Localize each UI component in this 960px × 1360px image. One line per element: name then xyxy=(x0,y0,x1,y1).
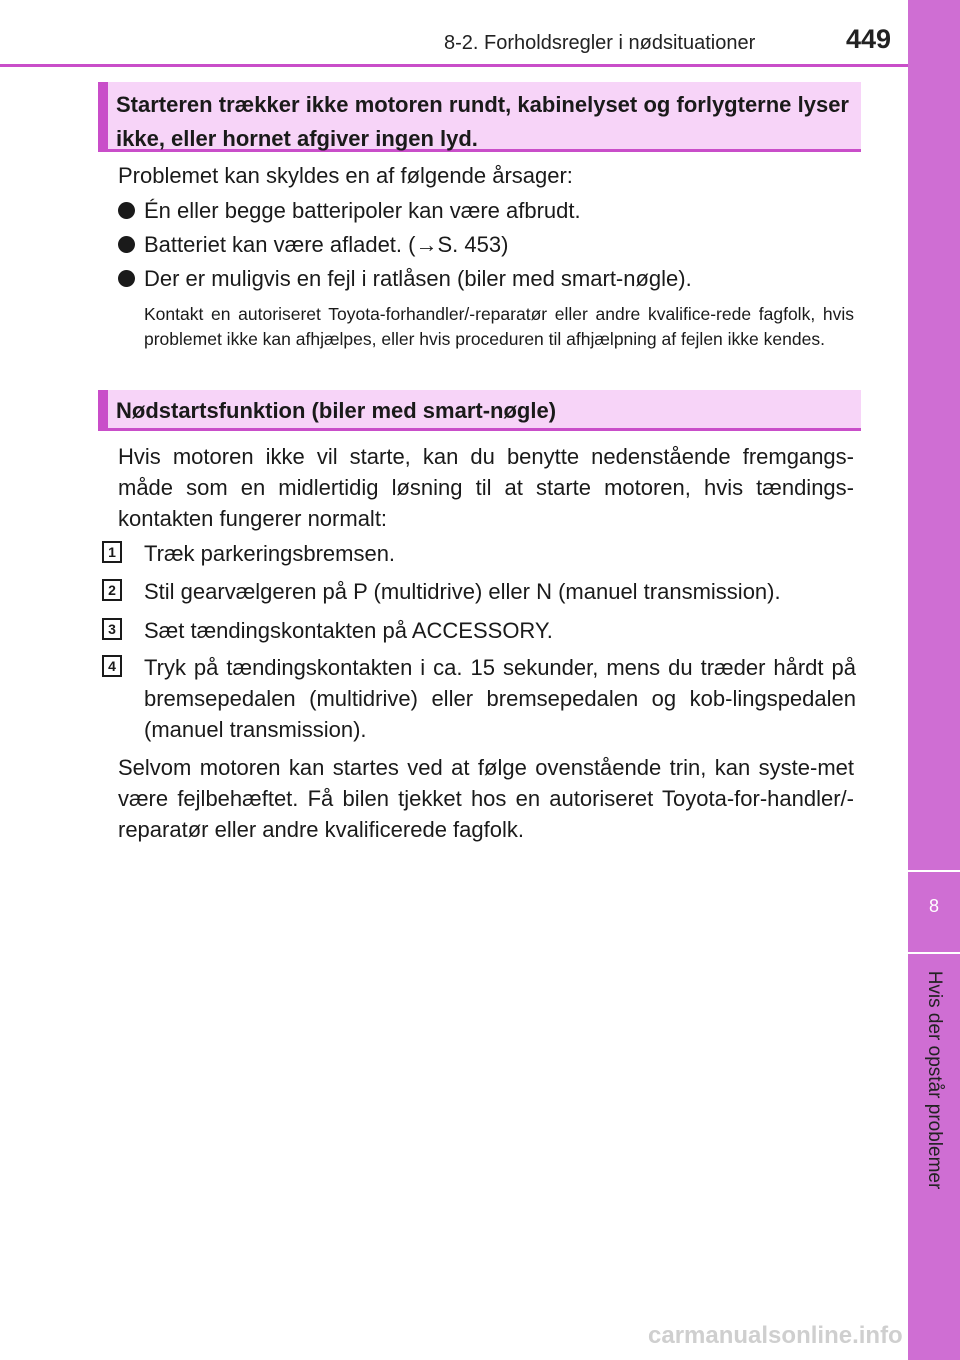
step-text: Tryk på tændingskontakten i ca. 15 sekunder, mens du træder hårdt på bremsepedalen (multidrive) eller bremsepedalen og kob-lingspedalen (manuel transmission). xyxy=(144,655,856,742)
step-number-badge: 2 xyxy=(102,579,122,601)
header-rule xyxy=(0,64,908,67)
watermark: carmanualsonline.info xyxy=(648,1322,903,1349)
side-tab-divider xyxy=(908,952,960,954)
step-number-badge: 4 xyxy=(102,655,122,677)
bullet-text: Én eller begge batteripoler kan være afbrudt. xyxy=(144,198,581,223)
section1-note: Kontakt en autoriseret Toyota-forhandler/-reparatør eller andre kvalifice-rede fagfolk, hvis problemet ikke kan afhjælpes, eller hvis proceduren til afhjælpning af fejlen ikke kendes. xyxy=(144,304,854,349)
bullet-icon xyxy=(118,236,135,253)
list-item xyxy=(118,229,858,260)
chapter-title: Hvis der opstår problemer xyxy=(924,970,945,1190)
step-number-badge: 3 xyxy=(102,618,122,640)
page-number: 449 xyxy=(846,24,892,54)
bullet-icon xyxy=(118,270,135,287)
bullet-text: Batteriet kan være afladet. (→S. 453) xyxy=(144,232,509,257)
section-title: 8-2. Forholdsregler i nødsituationer xyxy=(444,32,756,54)
list-item xyxy=(118,263,858,294)
section2-intro: Hvis motoren ikke vil starte, kan du benytte nedenstående fremgangs-måde som en midlertidig løsning til at starte motoren, hvis tændings-kontakten fungerer normalt: xyxy=(118,444,854,531)
section-heading-starter: Starteren trækker ikke motoren rundt, kabinelyset og forlygterne lyser ikke, eller hornet afgiver ingen lyd. xyxy=(98,82,861,152)
side-tab-divider xyxy=(908,870,960,872)
step-number-badge: 1 xyxy=(102,541,122,563)
section1-intro: Problemet kan skyldes en af følgende årsager: xyxy=(118,163,573,188)
bullet-text: Der er muligvis en fejl i ratlåsen (biler med smart-nøgle). xyxy=(144,266,692,291)
list-item xyxy=(118,195,858,226)
step-text: Træk parkeringsbremsen. xyxy=(144,541,396,566)
section-heading-emergency-start: Nødstartsfunktion (biler med smart-nøgle) xyxy=(98,390,861,431)
page-header xyxy=(0,0,908,66)
section2-closing: Selvom motoren kan startes ved at følge ovenstående trin, kan syste-met være fejlbehæftet. Få bilen tjekket hos en autoriseret Toyota-for-handler/-reparatør eller andre kvalificerede fagfolk. xyxy=(118,755,854,842)
chapter-number: 8 xyxy=(928,896,939,916)
bullet-icon xyxy=(118,202,135,219)
step-text: Stil gearvælgeren på P (multidrive) eller N (manuel transmission). xyxy=(144,579,781,604)
step-text: Sæt tændingskontakten på ACCESSORY. xyxy=(144,618,553,643)
